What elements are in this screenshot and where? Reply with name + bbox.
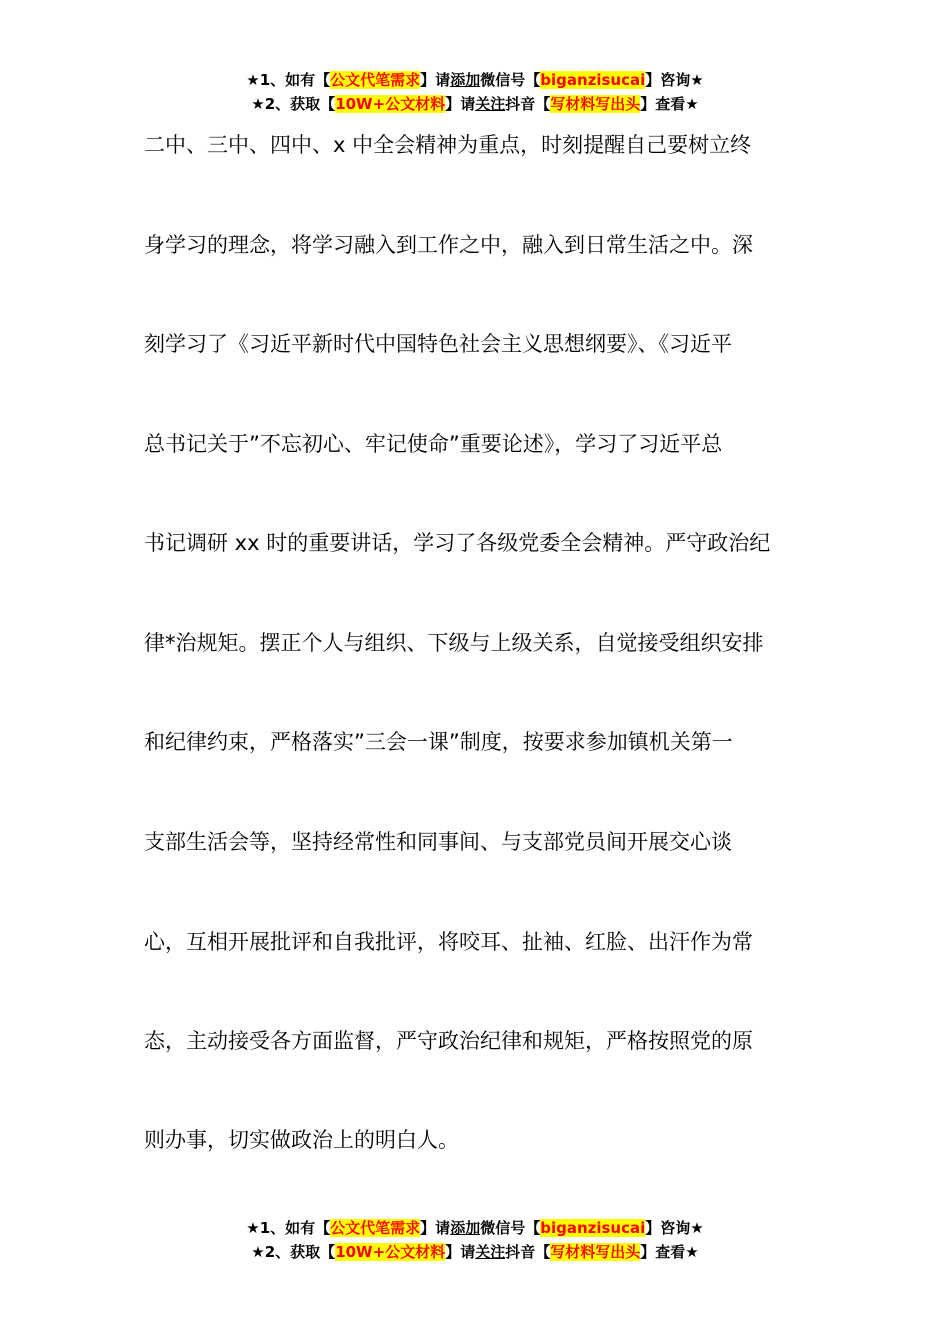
paragraph-line: 书记调研 xx 时的重要讲话，学习了各级党委全会精神。严守政治纪: [144, 531, 771, 555]
footer-banner-line-2: [0, 1240, 950, 1264]
header-banner: [0, 68, 950, 116]
paragraph-line: 总书记关于”不忘初心、牢记使命”重要论述》，学习了习近平总: [144, 432, 723, 456]
banner-text: 】请: [445, 1243, 476, 1261]
paragraph-line: 二中、三中、四中、x 中全会精神为重点，时刻提醒自己要树立终: [144, 133, 752, 157]
highlight-douyin-account: 写材料写出头: [550, 1243, 641, 1261]
footer-banner-line-1: [0, 1216, 950, 1240]
banner-text: 】请: [420, 71, 451, 89]
underlined-text: 关注: [475, 95, 506, 113]
highlight-materials: 10W+公文材料: [335, 95, 446, 113]
paragraph-line: 律*治规矩。摆正个人与组织、下级与上级关系，自觉接受组织安排: [144, 631, 764, 655]
highlight-service: 公文代笔需求: [330, 71, 421, 89]
header-banner-line-2: [0, 92, 950, 116]
banner-text: ★2、获取【: [251, 95, 336, 113]
underlined-text: 添加: [450, 1219, 481, 1237]
paragraph-line: 身学习的理念，将学习融入到工作之中，融入到日常生活之中。深: [144, 233, 753, 257]
paragraph-line: 刻学习了《习近平新时代中国特色社会主义思想纲要》、《习近平: [144, 332, 732, 356]
banner-text: 抖音【: [505, 1243, 551, 1261]
paragraph-line: 则办事，切实做政治上的明白人。: [144, 1128, 459, 1152]
banner-text: ★2、获取【: [251, 1243, 336, 1261]
paragraph-line: 支部生活会等，坚持经常性和同事间、与支部党员间开展交心谈: [144, 830, 732, 854]
highlight-wechat-id: biganzisucai: [540, 71, 646, 89]
paragraph-line: 态，主动接受各方面监督，严守政治纪律和规矩，严格按照党的原: [144, 1029, 753, 1053]
banner-text: 】咨询★: [645, 1219, 704, 1237]
banner-text: 微信号【: [480, 1219, 541, 1237]
banner-text: 抖音【: [505, 95, 551, 113]
highlight-service: 公文代笔需求: [330, 1219, 421, 1237]
banner-text: 】请: [445, 95, 476, 113]
banner-text: 】查看★: [640, 1243, 699, 1261]
header-banner-line-1: [0, 68, 950, 92]
banner-text: 】请: [420, 1219, 451, 1237]
underlined-text: 添加: [450, 71, 481, 89]
highlight-wechat-id: biganzisucai: [540, 1219, 646, 1237]
footer-banner: [0, 1216, 950, 1264]
underlined-text: 关注: [475, 1243, 506, 1261]
banner-text: ★1、如有【: [246, 1219, 331, 1237]
highlight-materials: 10W+公文材料: [335, 1243, 446, 1261]
banner-text: ★1、如有【: [246, 71, 331, 89]
banner-text: 微信号【: [480, 71, 541, 89]
paragraph-line: 和纪律约束，严格落实”三会一课”制度，按要求参加镇机关第一: [144, 730, 733, 754]
banner-text: 】咨询★: [645, 71, 704, 89]
banner-text: 】查看★: [640, 95, 699, 113]
paragraph-line: 心，互相开展批评和自我批评，将咬耳、扯袖、红脸、出汗作为常: [144, 930, 753, 954]
highlight-douyin-account: 写材料写出头: [550, 95, 641, 113]
